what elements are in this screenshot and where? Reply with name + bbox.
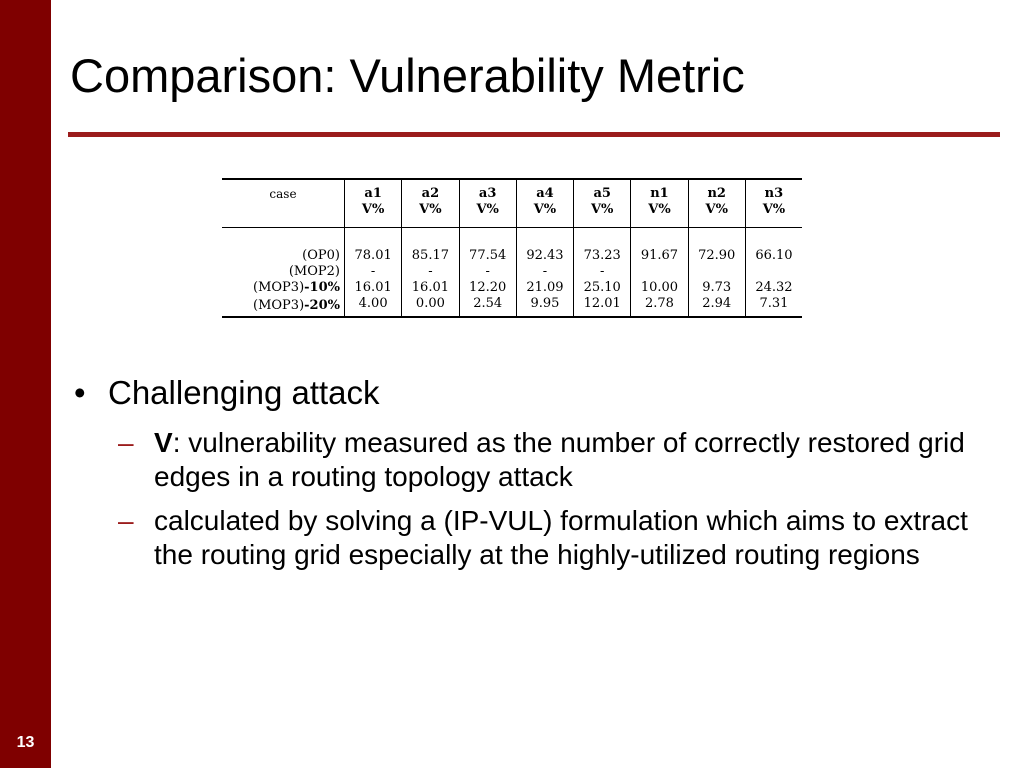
table-cell [688,264,745,280]
table-cell [745,264,802,280]
table-cell: 7.31 [745,296,802,317]
table-cell: - [459,264,516,280]
table-spacer-row [222,228,802,249]
row-case-label: (MOP2) [288,264,340,279]
table-cell: 10.00 [631,280,688,296]
dash-marker: – [118,427,134,458]
table-cell: 12.20 [459,280,516,296]
table-cell: 16.01 [345,280,402,296]
table-cell: 2.78 [631,296,688,317]
column-header: a5 V% [574,179,631,228]
sidebar-accent-bar [0,0,51,768]
table-row [222,296,802,317]
table-cell: 92.43 [516,248,573,264]
case-column-header: case [269,187,297,201]
table-row [222,264,802,280]
table-cell: 73.23 [574,248,631,264]
table-cell: 9.73 [688,280,745,296]
slide-content [74,372,994,572]
sub-bullet-item [118,504,994,572]
sub-bullet-text: V: vulnerability measured as the number of correctly restored grid edges in a routing topology attack [154,427,965,492]
row-case-label: (MOP3)-20% [253,298,340,313]
table-cell: - [345,264,402,280]
table-cell: 72.90 [688,248,745,264]
column-header: a4 V% [516,179,573,228]
table-cell: 24.32 [745,280,802,296]
table-cell: 85.17 [402,248,459,264]
column-header: n3 V% [745,179,802,228]
column-header: n2 V% [688,179,745,228]
bullet-item [74,372,994,414]
sub-bullet-text: calculated by solving a (IP-VUL) formulation which aims to extract the routing grid especially at the highly-utilized routing regions [154,505,968,570]
vulnerability-table [222,178,802,318]
table-cell: 91.67 [631,248,688,264]
row-case-label: (MOP3)-10% [253,280,340,295]
table-cell: 0.00 [402,296,459,317]
bullet-text: Challenging attack [108,374,380,411]
slide-number: 13 [16,734,35,751]
sub-bullet-item [118,426,994,494]
slide-title: Comparison: Vulnerability Metric [70,49,745,102]
table-cell: 4.00 [345,296,402,317]
table-header-row [222,179,802,228]
table-row [222,248,802,264]
table-cell: - [402,264,459,280]
table-cell: 25.10 [574,280,631,296]
table-cell: 12.01 [574,296,631,317]
title-underline [68,132,1000,137]
column-header: a2 V% [402,179,459,228]
dash-marker: – [118,505,134,536]
table-cell: 78.01 [345,248,402,264]
table-cell: 21.09 [516,280,573,296]
table-row [222,280,802,296]
column-header: a1 V% [345,179,402,228]
table-cell: 9.95 [516,296,573,317]
table-cell: 66.10 [745,248,802,264]
table-cell [631,264,688,280]
column-header: a3 V% [459,179,516,228]
bullet-dot: • [74,374,86,411]
table-cell: 16.01 [402,280,459,296]
table-cell: 2.54 [459,296,516,317]
row-case-label: (OP0) [302,248,340,263]
table-cell: 2.94 [688,296,745,317]
table-cell: 77.54 [459,248,516,264]
table-cell: - [516,264,573,280]
column-header: n1 V% [631,179,688,228]
vulnerability-table-container [222,178,802,348]
table-cell: - [574,264,631,280]
